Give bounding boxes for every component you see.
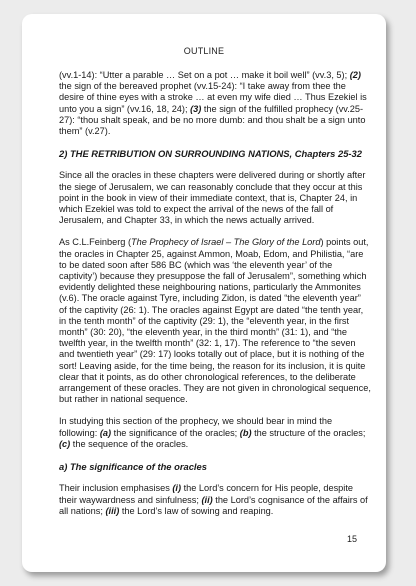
text-run: Their inclusion emphasises [59,483,173,494]
text-run: the sign of the bereaved prophet (vv.15-24): “I take away from thee the desire of thine eyes with a stroke … at even my wife died … Thus Ezekiel is unto you a sign” (vv.16, 18, 24); [59,81,367,114]
enumerator: (3) [190,103,202,114]
enumerator: (a) [99,427,112,438]
page-number: 15 [346,534,357,544]
text-run: ) points out, the oracles in Chapter 25, against Ammon, Moab, Edom, and Philistia, “are to be dated soon after 586 BC (which was ‘the eleventh year’ of the captivity’) because they presuppose the fall of Jerusalem”, something which evidently delighted these neighbouring nations, particularly the Ammonites (v.6). The oracle against Tyre, including Zidon, is dated “the eleventh year” of the captivity (26: 1). The oracles against Egypt are dated “the tenth year, in the tenth month” of the captivity (29: 1), the “eleventh year, in the first month” (30: 20), “the eleventh year, in the third month” (31: 1), and “the twelfth year, in the twelfth month” (32: 1, 17). The reference to “the seven and twentieth year” (29: 17) looks totally out of place, but it is nothing of the sort! Leaving aside, for the time being, the reason for its inclusion, it is quite clear that it points, as do other chronological references, to the deliberate arrangement of these oracles. They are not given in chronological sequence, but rather in national sequence. [59,237,371,405]
text-run: (vv.1-14): “Utter a parable … Set on a pot … make it boil well” (vv.3, 5); [59,70,350,80]
paragraph-feinberg [59,237,371,405]
text-run: the sequence of the oracles. [70,438,189,449]
text-run: the Lord’s law of sowing and reaping. [119,505,274,516]
book-title: The Prophecy of Israel – The Glory of the Lord [131,237,321,248]
paragraph-significance [59,483,371,517]
text-run: the Lord’s cognisance of the affairs of all nations; [59,494,368,516]
text-run: the structure of the oracles; [251,427,366,438]
enumerator: (c) [59,438,71,449]
paragraph-intro: Since all the oracles in these chapters were delivered during or shortly after the siege of Jerusalem, we can reasonably conclude that they occur at this point in the book in view of their immediate context, that is, Chapter 24, in which Ezekiel was told to expect the arrival of the news of the fall of Jerusalem, and Chapter 33, in which the news actually arrived. [59,170,366,226]
enumerator: (iii) [105,505,120,516]
text-run: the significance of the oracles; [111,427,240,438]
section-heading: 2) THE RETRIBUTION ON SURROUNDING NATIONS, Chapters 25-32 [59,148,362,160]
text-run: In studying this section of the prophecy, we should bear in mind the following: [59,416,333,438]
enumerator: (ii) [201,494,213,505]
paragraph-continuation [59,70,371,137]
text-run: the sign of the fulfilled prophecy (vv.25-27): “thou shalt speak, and be no more dumb: and thou shalt be a sign unto them” (v.27). [59,103,366,137]
page-body [59,70,371,528]
enumerator: (i) [172,483,182,494]
book-page [22,14,386,572]
enumerator: (b) [239,427,252,438]
text-run: the Lord’s concern for His people, despite their waywardness and sinfulness; [59,483,353,505]
running-header: OUTLINE [183,46,225,56]
subsection-heading: a) The significance of the oracles [59,461,207,473]
paragraph-study-points [59,416,371,450]
enumerator: (2) [349,70,361,80]
text-run: As C.L.Feinberg ( [59,237,131,248]
